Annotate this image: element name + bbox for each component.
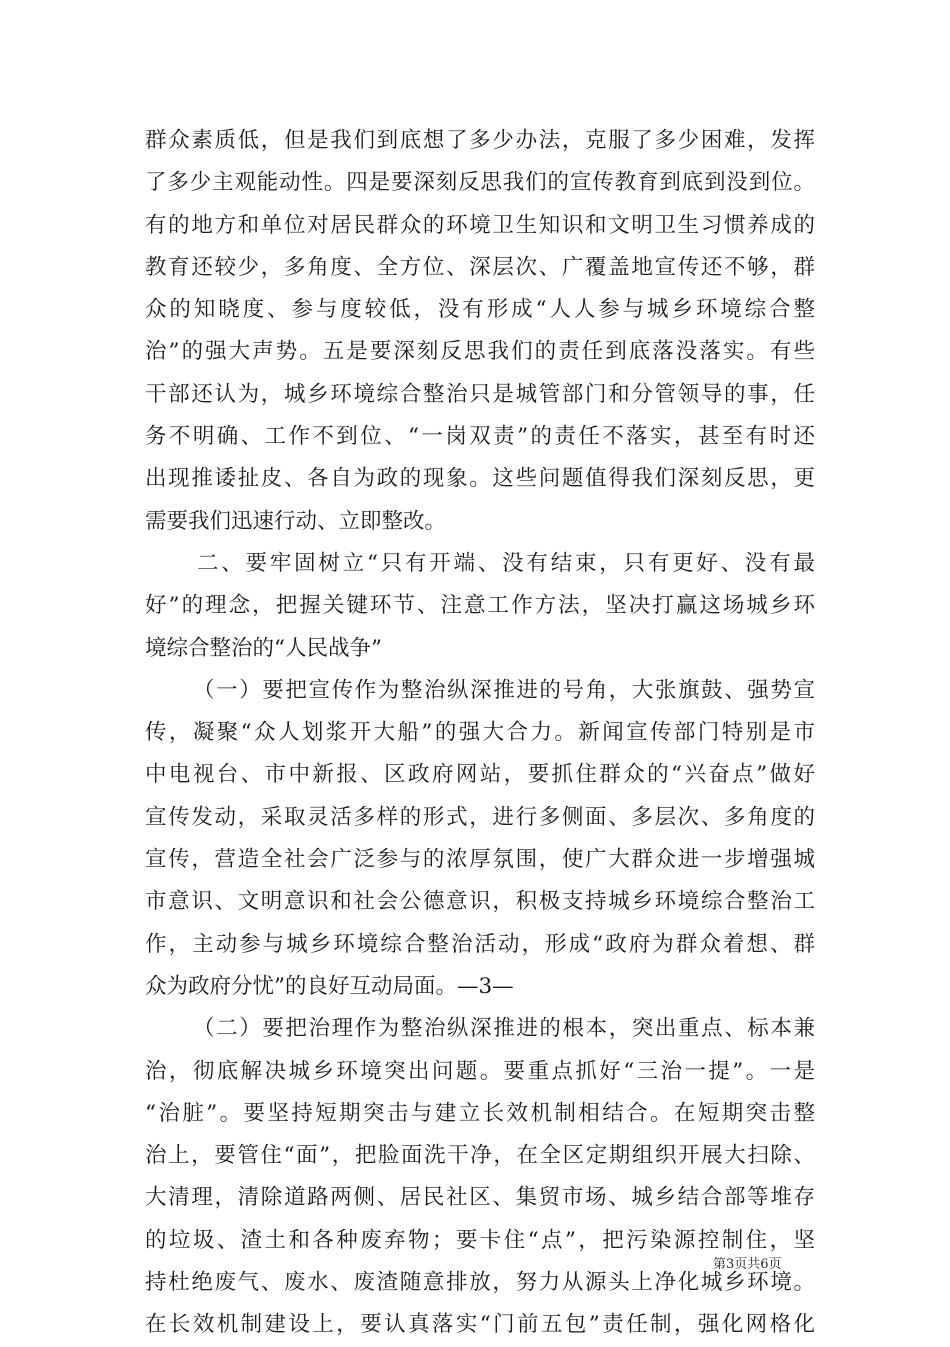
text-line: 治上，要管住“面”，把脸面洗干净，在全区定期组织开展大扫除、	[145, 1143, 815, 1169]
text-line: 出现推诿扯皮、各自为政的现象。这些问题值得我们深刻反思，更	[145, 466, 815, 492]
paragraph-2	[145, 543, 815, 670]
text-line: 有的地方和单位对居民群众的环境卫生知识和文明卫生习惯养成的	[145, 212, 815, 238]
text-line: （二）要把治理作为整治纵深推进的根本，突出重点、标本兼	[193, 1016, 815, 1042]
text-line: 教育还较少，多角度、全方位、深层次、广覆盖地宣传还不够，群	[145, 254, 815, 280]
paragraph-1	[145, 120, 815, 543]
text-line: 务不明确、工作不到位、“一岗双责”的责任不落实，甚至有时还	[145, 424, 815, 450]
text-line: 需要我们迅速行动、立即整改。	[145, 508, 447, 534]
text-line: 在长效机制建设上，要认真落实“门前五包”责任制，强化网格化	[145, 1312, 815, 1338]
text-line: 群众素质低，但是我们到底想了多少办法，克服了多少困难，发挥	[145, 128, 815, 153]
text-line: 众为政府分忧”的良好互动局面。—3—	[145, 973, 514, 999]
page-number-footer: 第3页共6页	[713, 1257, 782, 1272]
paragraph-3	[145, 670, 815, 1008]
text-line: （一）要把宣传作为整治纵深推进的号角，大张旗鼓、强势宣	[193, 677, 815, 703]
text-line: 作，主动参与城乡环境综合整治活动，形成“政府为群众着想、群	[145, 931, 815, 957]
text-line: 宣传，营造全社会广泛参与的浓厚氛围，使广大群众进一步增强城	[145, 847, 815, 873]
body-text	[145, 120, 815, 1347]
text-line: 持杜绝废气、废水、废渣随意排放，努力从源头上净化城乡环境。	[145, 1270, 815, 1296]
text-line: 大清理，清除道路两侧、居民社区、集贸市场、城乡结合部等堆存	[145, 1185, 815, 1211]
text-line: “治脏”。要坚持短期突击与建立长效机制相结合。在短期突击整	[145, 1100, 815, 1126]
text-line: 市意识、文明意识和社会公德意识，积极支持城乡环境综合整治工	[145, 889, 815, 915]
section-heading-line: 二、要牢固树立“只有开端、没有结束，只有更好、没有最	[197, 550, 815, 576]
text-line: 了多少主观能动性。四是要深刻反思我们的宣传教育到底到没到位。	[145, 170, 815, 196]
section-heading-line: 好”的理念，把握关键环节、注意工作方法，坚决打赢这场城乡环	[145, 593, 815, 619]
paragraph-4	[145, 1008, 815, 1346]
text-line: 的垃圾、渣土和各种废弃物；要卡住“点”，把污染源控制住，坚	[145, 1227, 815, 1253]
text-line: 治”的强大声势。五是要深刻反思我们的责任到底落没落实。有些	[145, 339, 815, 365]
text-line: 众的知晓度、参与度较低，没有形成“人人参与城乡环境综合整	[145, 297, 815, 323]
text-line: 治，彻底解决城乡环境突出问题。要重点抓好“三治一提”。一是	[145, 1058, 815, 1084]
text-line: 中电视台、市中新报、区政府网站，要抓住群众的“兴奋点”做好	[145, 762, 815, 788]
text-line: 宣传发动，采取灵活多样的形式，进行多侧面、多层次、多角度的	[145, 804, 815, 830]
text-line: 干部还认为，城乡环境综合整治只是城管部门和分管领导的事，任	[145, 381, 815, 407]
section-heading-line: 境综合整治的“人民战争”	[145, 635, 382, 661]
text-line: 传，凝聚“众人划浆开大船”的强大合力。新闻宣传部门特别是市	[145, 720, 815, 746]
